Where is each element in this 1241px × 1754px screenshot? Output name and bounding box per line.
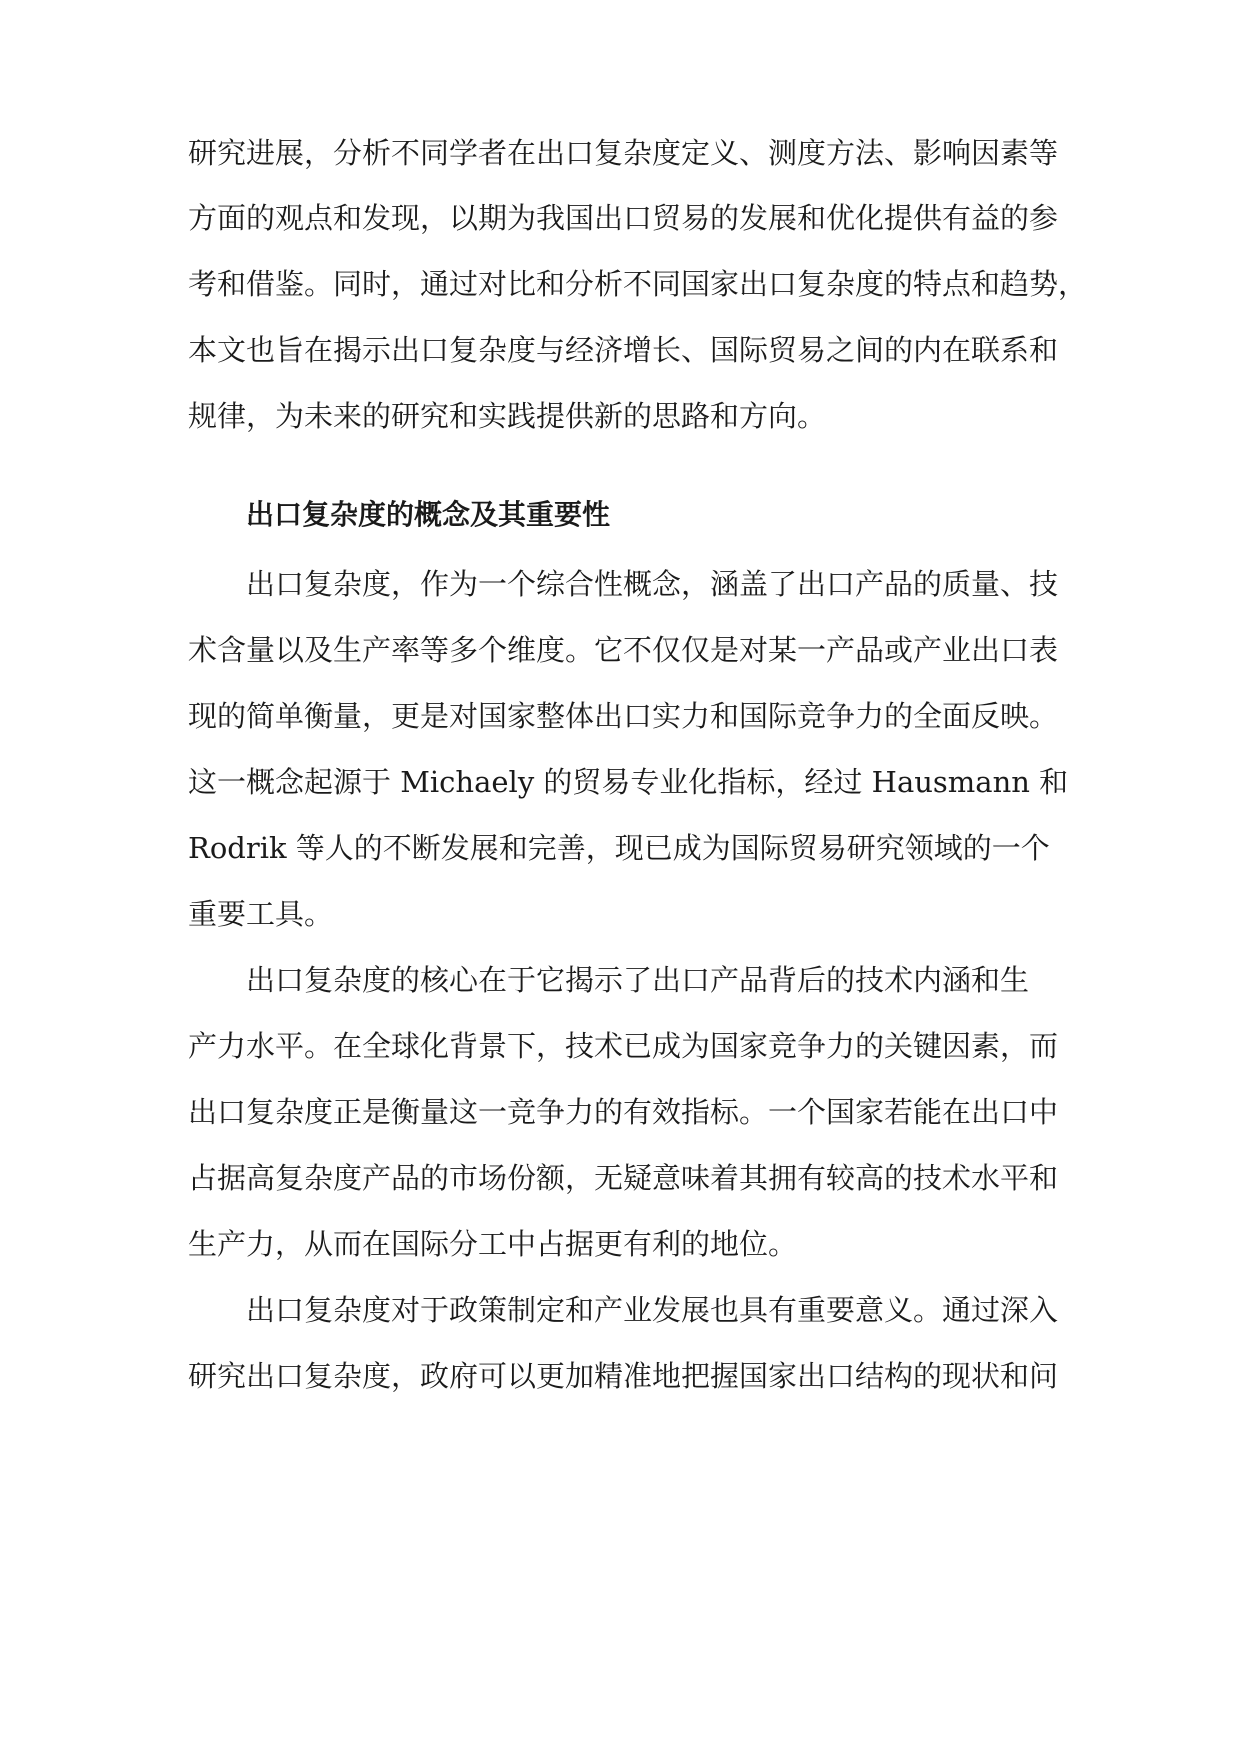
section-heading: 出口复杂度的概念及其重要性 [246,498,611,531]
paragraph-3-line-1: 出口复杂度对于政策制定和产业发展也具有重要意义。通过深入 [246,1293,1059,1327]
paragraph-1-line-6: 重要工具。 [188,897,334,931]
intro-line-4: 本文也旨在揭示出口复杂度与经济增长、国际贸易之间的内在联系和 [188,333,1059,367]
paragraph-1-line-2: 术含量以及生产率等多个维度。它不仅仅是对某一产品或产业出口表 [188,633,1059,667]
intro-line-5: 规律，为未来的研究和实践提供新的思路和方向。 [188,399,827,433]
paragraph-2-line-5: 生产力，从而在国际分工中占据更有利的地位。 [188,1227,798,1261]
paragraph-2-line-1: 出口复杂度的核心在于它揭示了出口产品背后的技术内涵和生 [246,963,1030,997]
paragraph-3-line-2: 研究出口复杂度，政府可以更加精准地把握国家出口结构的现状和问 [188,1359,1059,1393]
paragraph-1-line-1: 出口复杂度，作为一个综合性概念，涵盖了出口产品的质量、技 [246,567,1059,601]
intro-line-3: 考和借鉴。同时，通过对比和分析不同国家出口复杂度的特点和趋势， [188,267,1088,301]
intro-line-2: 方面的观点和发现，以期为我国出口贸易的发展和优化提供有益的参 [188,201,1059,235]
paragraph-1-line-3: 现的简单衡量，更是对国家整体出口实力和国际竞争力的全面反映。 [188,699,1059,733]
paragraph-2-line-2: 产力水平。在全球化背景下，技术已成为国家竞争力的关键因素，而 [188,1029,1059,1063]
paragraph-1-line-5: Rodrik 等人的不断发展和完善，现已成为国际贸易研究领域的一个 [188,831,1050,865]
intro-line-1: 研究进展，分析不同学者在出口复杂度定义、测度方法、影响因素等 [188,136,1059,170]
paragraph-1-line-4: 这一概念起源于 Michaely 的贸易专业化指标，经过 Hausmann 和 [188,765,1069,799]
paragraph-2-line-3: 出口复杂度正是衡量这一竞争力的有效指标。一个国家若能在出口中 [188,1095,1059,1129]
paragraph-2-line-4: 占据高复杂度产品的市场份额，无疑意味着其拥有较高的技术水平和 [188,1161,1059,1195]
